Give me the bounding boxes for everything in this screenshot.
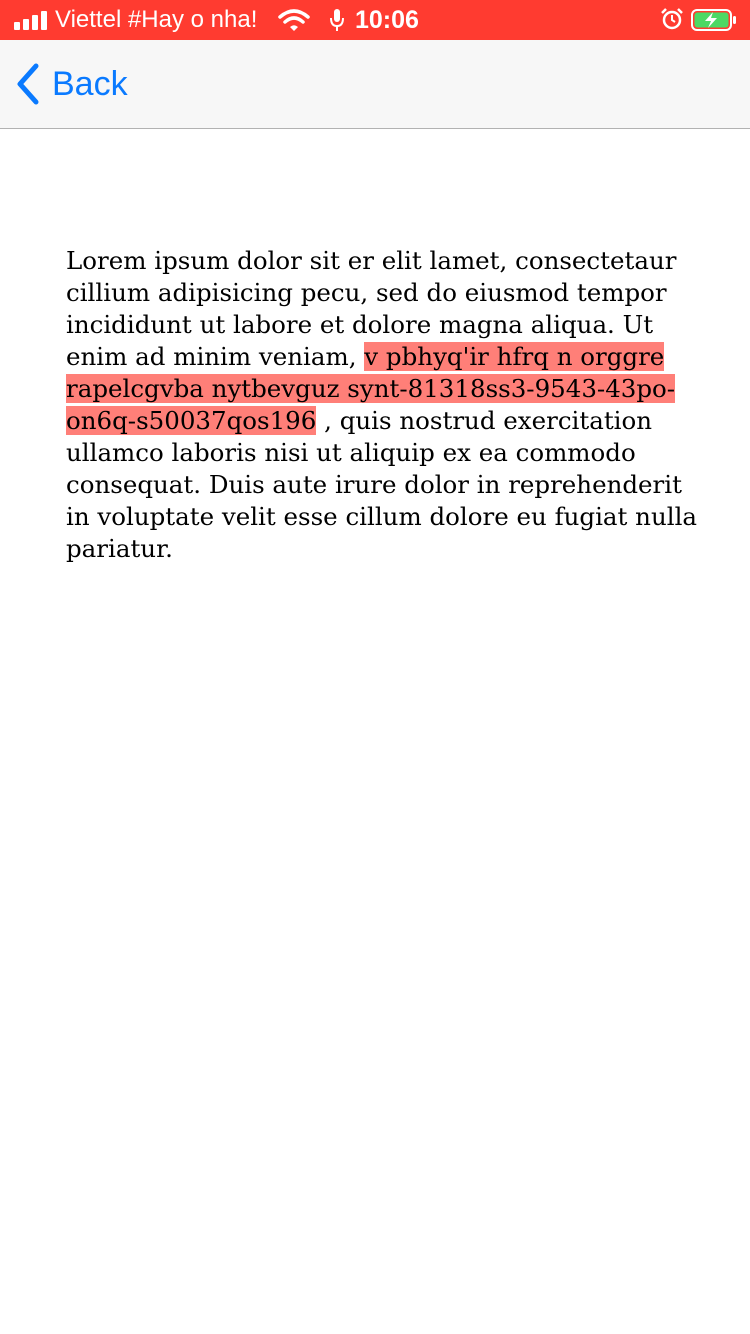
highlighted-text: v pbhyq'ir hfrq n orggre rapelcgvba nytbevguz synt-81318ss3-9543-43po-on6q-s50037qos196	[66, 342, 676, 435]
battery-charging-icon	[691, 9, 737, 31]
navigation-bar	[0, 40, 750, 129]
alarm-icon	[660, 7, 684, 31]
body-text	[66, 245, 711, 565]
text-before: Lorem ipsum dolor sit er elit lamet, consectetaur cillium adipisicing pecu, sed do eiusmod tempor incididunt ut labore et dolore magna aliqua. Ut enim ad minim veniam,	[66, 246, 677, 371]
wifi-icon	[278, 8, 310, 32]
carrier-name: Viettel #Hay o nha!	[55, 6, 258, 33]
back-label: Back	[52, 65, 128, 103]
microphone-icon	[328, 8, 346, 32]
text-after: , quis nostrud exercitation ullamco laboris nisi ut aliquip ex ea commodo consequat. Duis aute irure dolor in reprehenderit in voluptate velit esse cillum dolore eu fugiat nulla pariatur.	[66, 406, 698, 563]
status-bar	[0, 0, 750, 40]
status-time: 10:06	[355, 6, 419, 34]
chevron-left-icon	[14, 62, 42, 106]
signal-bars-icon	[14, 10, 50, 30]
back-button[interactable]	[14, 62, 128, 106]
